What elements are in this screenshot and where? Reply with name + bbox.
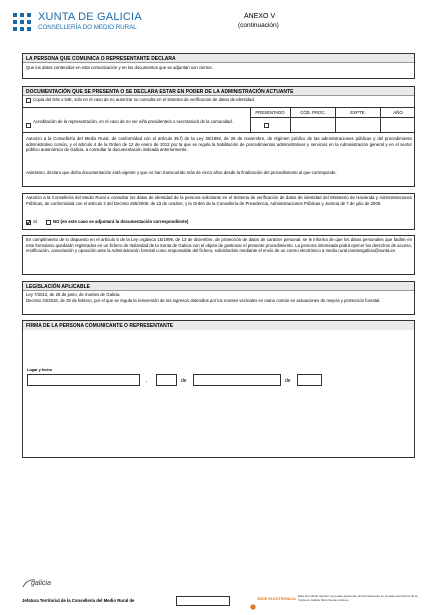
privacy-text: En cumplimiento de lo dispuesto en el artículo 5 de la Ley orgánica 15/1999, de 13 de diciembre, de protección de datos de carácter personal, se le informa de que los datos personales que facilite en este formulario quedarán registrados en un fichero de titularidad de la Xunta de Galicia con el objeto de gestionar el presente procedimiento. La persona interesada podrá ejercer los derechos de acceso, rectificación, cancelación y oposición ante la Administración forestal como responsable del fichero, solicitándolo mediante el envío de un correo electrónico a medio.rural.montesgalicia@xunta.es xyxy=(26,237,412,254)
signature-area[interactable] xyxy=(24,331,413,367)
cod-proc-field[interactable] xyxy=(291,118,334,131)
footer-office-label: Jefatura Territorial de la Consellería del Medio Rural de xyxy=(22,598,135,603)
galicia-logo-text: galicia xyxy=(31,580,51,587)
col-header-ano: AÑO xyxy=(393,110,403,115)
expte-field[interactable] xyxy=(336,118,379,131)
department-name: CONSELLERÍA DO MEDIO RURAL xyxy=(38,24,137,31)
place-field[interactable] xyxy=(27,374,140,386)
documents-section-title: DOCUMENTACIÓN QUE SE PRESENTA O SE DECLARA ESTAR EN PODER DE LA ADMINISTRACIÓN ACTUANTE xyxy=(23,87,414,96)
office-field[interactable] xyxy=(176,596,230,606)
check-icon xyxy=(26,220,31,225)
xunta-logo-icon xyxy=(11,11,33,33)
signature-section-title: FIRMA DE LA PERSONA COMUNICANTE O REPRESENTANTE xyxy=(23,321,414,330)
galicia-logo xyxy=(22,578,62,592)
annex-title: ANEXO V xyxy=(244,13,276,20)
year-field[interactable] xyxy=(297,374,322,386)
identity-yes-label: SÍ xyxy=(33,219,38,224)
col-header-presentado: PRESENTADO xyxy=(255,110,285,115)
declaration-text: Asimismo, declaro que dicha documentación está vigente y que no han transcurrido más de cinco años desde la finalización del procedimiento al que corresponde. xyxy=(26,170,337,175)
col-header-expte: EXPTE. xyxy=(350,110,366,115)
declarant-section-title: LA PERSONA QUE COMUNICA O REPRESENTANTE DECLARA xyxy=(23,54,414,63)
representation-checkbox[interactable] xyxy=(26,123,31,128)
identity-yes-checkbox[interactable] xyxy=(26,220,31,225)
annex-subtitle: (continuación) xyxy=(238,22,279,29)
sede-note: Este formulario también se puede presentar electrónicamente en la sede electrónica de la Xunta de Galicia https://sede.xunta.es xyxy=(298,594,418,602)
comma-separator: , xyxy=(146,378,148,384)
declarant-text: Que los datos contenidos en esta comunicación y en los documentos que se adjuntan son ciertos. xyxy=(26,65,213,70)
dni-copy-checkbox[interactable] xyxy=(26,98,31,103)
dni-copy-label: Copia del DNI o NIE, sólo en el caso de no autorizar su consulta en el Sistema de verificación de datos de identidad. xyxy=(33,97,255,102)
documents-table-top xyxy=(22,107,415,108)
representation-label: Acreditación de la representación, en el caso de no ser el/la presidente/a o secretario/a de la comunidad. xyxy=(33,119,233,124)
identity-no-label: NO (en este caso se adjuntará la documentación correspondiente) xyxy=(53,219,189,224)
month-field[interactable] xyxy=(193,374,281,386)
legislation-section-title: LEGISLACIÓN APLICABLE xyxy=(23,282,414,291)
declarant-section xyxy=(22,53,415,79)
ano-field[interactable] xyxy=(381,118,414,131)
sede-label: SEDE ELECTRÓNICA xyxy=(257,597,296,601)
col-header-cod-proc: CÓD. PROC. xyxy=(300,110,326,115)
legislation-decree: Decreto 23/2016, de 25 de febrero, por el que se regula la reinversión de los ingresos obtenidos por los montes vecinales en mano común en actuaciones de mejora y protección forestal. xyxy=(26,298,381,303)
org-name: XUNTA DE GALICIA xyxy=(38,11,142,23)
documents-table-bottom xyxy=(22,132,415,133)
identity-no-checkbox[interactable] xyxy=(46,220,51,225)
de-separator-2: de xyxy=(285,378,291,384)
presented-checkbox[interactable] xyxy=(264,123,269,128)
de-separator-1: de xyxy=(181,378,187,384)
identity-text: Autorizo a la Consellería del Medio Rural a consultar los datos de identidad de la persona solicitante en el Sistema de verificación de datos de identidad del Ministerio de Hacienda y Administraciones Públicas, de conformidad con el artículo 2 del Decreto 255/2008, de 23 de octubre, y la Orden de la Consellería de Presidencia, Administraciones Públicas y Justicia de 7 de julio de 2009. xyxy=(26,195,412,206)
legislation-law: Ley 7/2012, de 28 de junio, de montes de Galicia. xyxy=(26,292,121,297)
day-field[interactable] xyxy=(156,374,177,386)
authorization-text: Autorizo a la Consellería del Medio Rural, de conformidad con el artículo 35.f) de la Ley 30/1992, de 26 de noviembre, de régimen jurídico de las administraciones públicas y del procedimiento administrativo común, y el artículo 4 de la Orden de 12 de enero de 2012 por la que se regula la habilitación de procedimientos administrativos y servicios en la Administración general y en el sector público autonómico de Galicia, a consultar la documentación indicada anteriormente. xyxy=(26,136,412,153)
place-date-label: Lugar y fecha xyxy=(27,368,52,372)
sede-icon xyxy=(250,597,256,603)
